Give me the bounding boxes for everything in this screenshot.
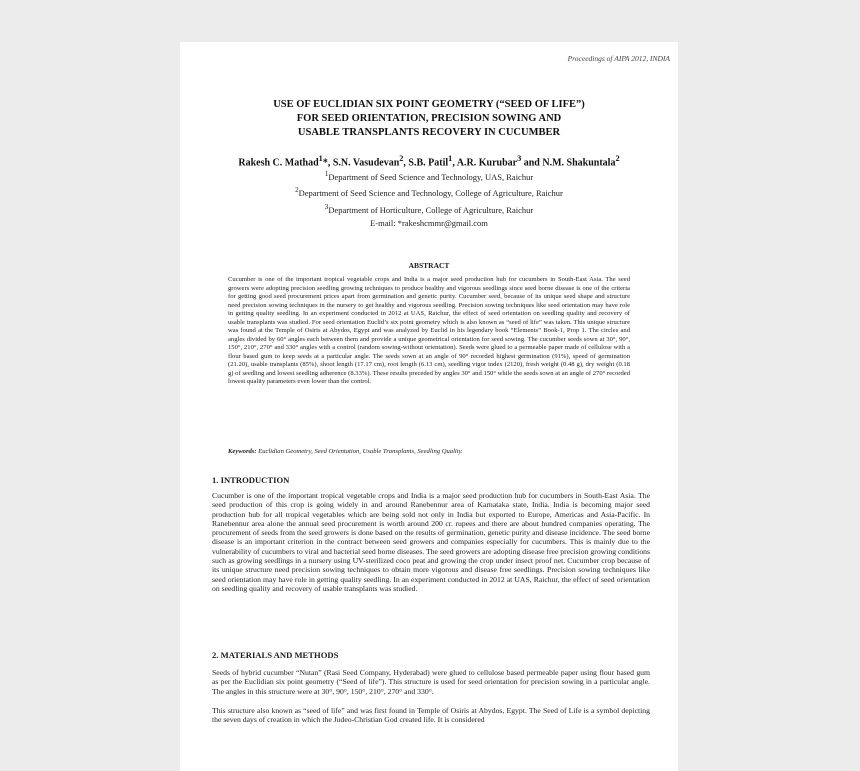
author-affil-sup: 2: [399, 154, 404, 163]
section-heading-methods: 2. MATERIALS AND METHODS: [212, 650, 339, 660]
author-affil-sup: 1: [448, 154, 453, 163]
section-heading-introduction: 1. INTRODUCTION: [212, 475, 290, 485]
author-name: S.B. Patil: [408, 157, 449, 169]
methods-paragraph: Seeds of hybrid cucumber “Nutan” (Rasi Seed Company, Hyderabad) were glued to cellulose based permeable paper using flour based gum as per the Euclidian six point geometry (“Seed of life”). This structure is used for seed orientation for precision sowing in a particular angle. The angles in this structure were at 30°, 90°, 150°, 210°, 270° and 330°.: [212, 668, 650, 696]
title-line: USE OF EUCLIDIAN SIX POINT GEOMETRY (“SEED OF LIFE”): [273, 99, 585, 110]
author-separator: ,: [403, 157, 409, 169]
author-separator: and: [521, 157, 543, 169]
author-separator: ,: [452, 157, 457, 169]
author-name: S.N. Vasudevan: [332, 157, 400, 169]
affiliation: [180, 184, 678, 200]
paper-page: [180, 80, 678, 771]
abstract-heading: ABSTRACT: [408, 261, 450, 270]
paper-title: [180, 98, 678, 140]
corresponding-mark: *: [322, 157, 328, 169]
author-affil-sup: 1: [318, 154, 323, 163]
page-header: [180, 42, 678, 80]
affiliations: [180, 168, 678, 230]
email: E-mail: *rakeshcmmr@gmail.com: [370, 217, 488, 228]
author-name: Rakesh C. Mathad: [238, 157, 319, 169]
author-separator: ,: [327, 157, 333, 169]
title-line: FOR SEED ORIENTATION, PRECISION SOWING AND: [296, 113, 562, 124]
affiliation-text: Department of Horticulture, College of Agriculture, Raichur: [328, 204, 534, 215]
affiliation-sup: 3: [324, 202, 329, 211]
author-list: [180, 154, 678, 168]
keywords: [228, 448, 630, 455]
author-name: A.R. Kurubar: [456, 157, 518, 169]
affiliation: [180, 168, 678, 184]
author-name: N.M. Shakuntala: [542, 157, 616, 169]
keywords-text: Euclidian Geometry, Seed Orientation, Usable Transplants, Seedling Quality.: [256, 448, 463, 455]
affiliation-sup: 2: [295, 186, 299, 195]
methods-paragraph: This structure also known as “seed of life” and was first found in Temple of Osiris at Abydos, Egypt. The Seed of Life is a symbol depicting the seven days of creation in which the Judeo-Christian God created life. It is considered: [212, 706, 650, 725]
abstract-text: Cucumber is one of the important tropical vegetable crops and India is a major seed production hub for cucumbers in South-East Asia. The seed growers were adopting precision seedling growing techniques to produce healthy and vigorous seedlings since seed borne disease is one of the criteria for getting good seed procurement prices apart from germination and genetic purity. Cucumber seed, because of its unique seed shape and structure need precision sowing techniques in the nursery to get healthy and vigorous seedling. Precision sowing techniques like seed orientation may have role in getting quality seedling. In an experiment conducted in 2012 at UAS, Raichur, the effect of seed orientation on seedling quality and recovery of usable transplants was studied. For seed orientation Euclid’s six point geometry which is also known as “seed of life” was taken. This unique structure was found at the Temple of Osiris at Abydos, Egypt and was analyzed by Euclid in his legendary book “Elements” Book-1, Prop 1. The circles and angles divided by 60° angles each between them and provide a unique geometrical orientation for seed sowing. The cucumber seeds sown at 30°, 90°, 150°, 210°, 270° and 330° angles with a control (random sowing-without orientation). Seeds were glued to a permeable paper made of cellulose with a flour based gum to keep seeds at a particular angle. The seeds sown at an angle of 90° recorded highest germination (91%), speed of germination (21.20), usable transplants (85%), shoot length (17.17 cm), root length (6.13 cm), seedling vigor index (2120), fresh weight (0.48 g), dry weight (0.18 g) of seedling and lowest seedling adherence (8.33%). These results preceded by angles 30° and 150° while the seeds sown at an angle of 270° recorded lowest quality parameters even lower than the control.: [228, 276, 630, 385]
running-head: Proceedings of AIPA 2012, INDIA: [567, 54, 670, 63]
affiliation: [180, 201, 678, 217]
affiliation-text: Department of Seed Science and Technology, UAS, Raichur: [328, 171, 534, 182]
introduction-paragraph: Cucumber is one of the important tropical vegetable crops and India is a major seed production hub for cucumbers in South-East Asia. The seed production of this crop is going widely in and around Ranebennur area of Karnataka state, India. India is becoming major seed production hub for all tropical vegetables which are being sold not only in India but exported to Europe, Americas and Asia-Pacific. In Ranebennur area alone the annual seed procurement is worth around 200 cr. rupees and there are about hundred companies operating. The procurement of seeds from the seed growers is done based on the results of germination, genetic purity and disease incidence. The seed borne disease is an important criterion in the contract between seed growers and companies especially for cucumbers. This is mainly due to the vulnerability of cucumbers to viral and bacterial seed borne diseases. The seed growers are adopting disease free precision growing conditions such as growing seedlings in a nursery using UV-sterilized coco peat and growing the crop under insect proof net. Cucumber crop because of its unique structure need precision sowing techniques to obtain more vigorous and disease free seedlings. Precision sowing techniques like seed orientation may have role in getting quality seedling. In an experiment conducted in 2012 at UAS, Raichur, the effect of seed orientation on seedling quality and recovery of usable transplants was studied.: [212, 491, 650, 593]
author-affil-sup: 3: [517, 154, 522, 163]
author-affil-sup: 2: [615, 154, 620, 163]
affiliation-text: Department of Seed Science and Technology, College of Agriculture, Raichur: [298, 188, 563, 199]
affiliation-sup: 1: [324, 170, 329, 178]
title-line: USABLE TRANSPLANTS RECOVERY IN CUCUMBER: [297, 127, 561, 138]
keywords-label: Keywords:: [228, 448, 257, 455]
